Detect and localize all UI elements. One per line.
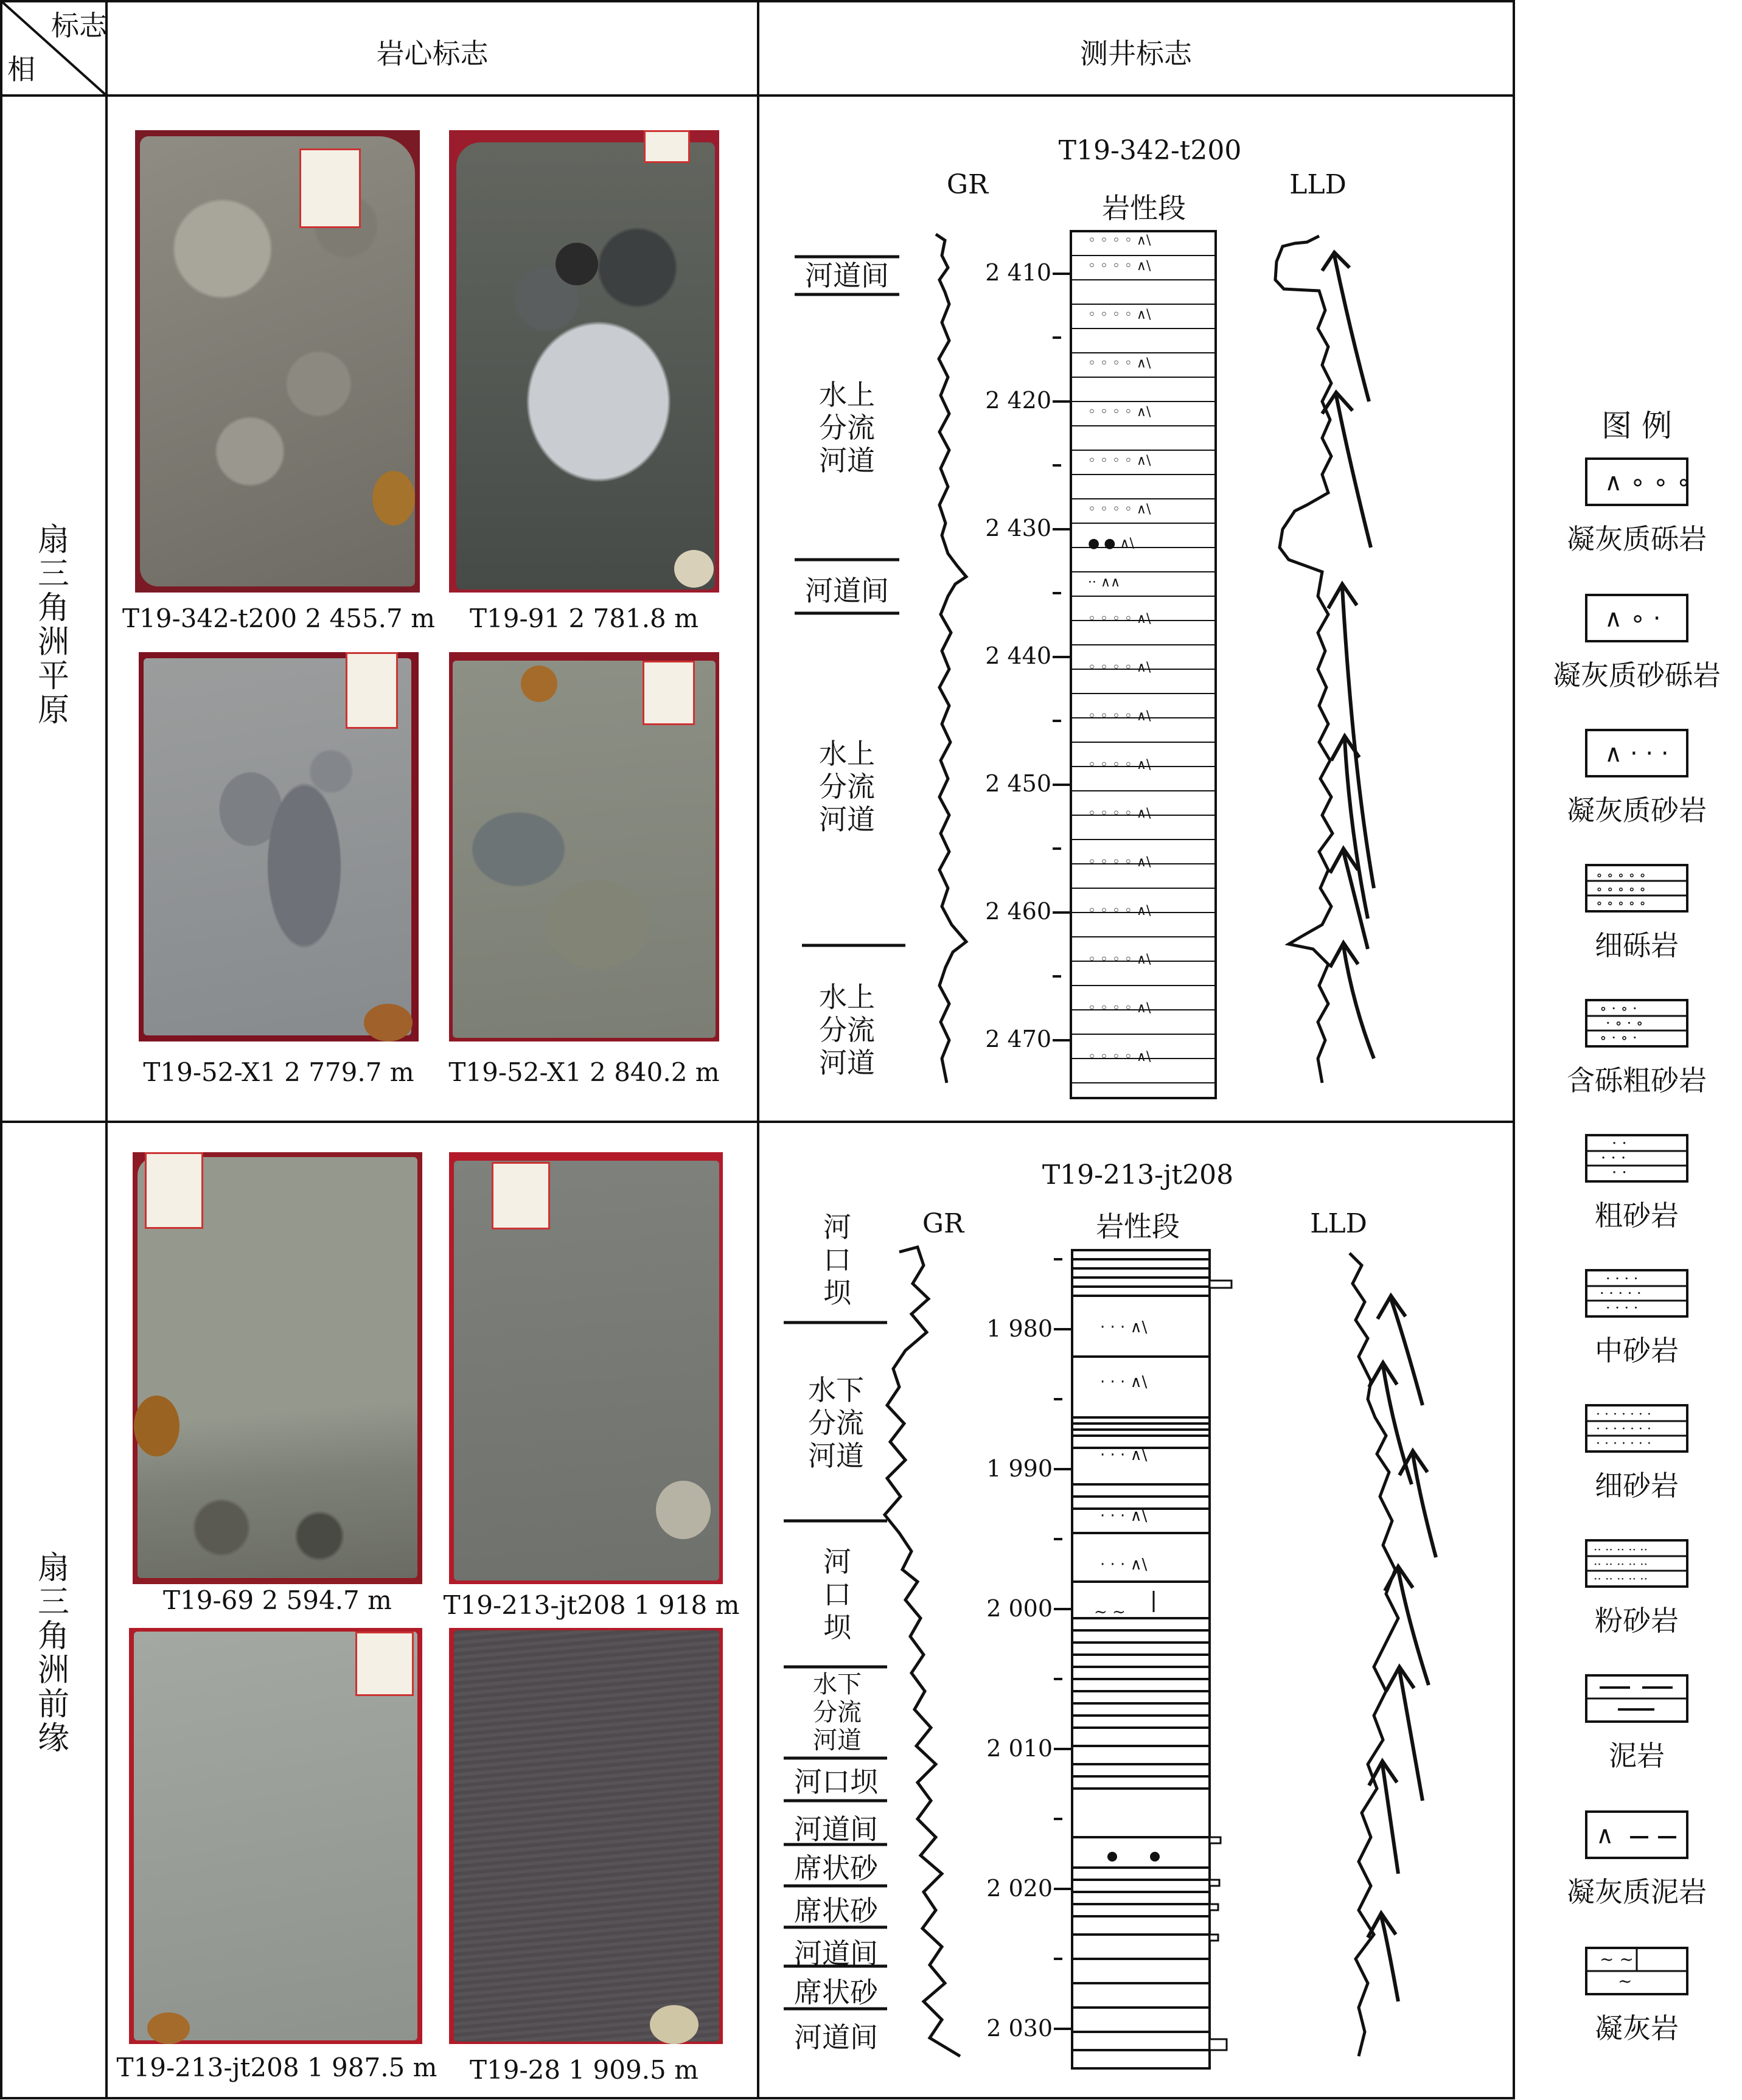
lld-label-2: LLD — [1310, 1208, 1367, 1239]
svg-text:◦ ◦ ◦ ◦ ∧\: ◦ ◦ ◦ ◦ ∧\ — [1088, 1049, 1151, 1065]
core-photo-5 — [133, 1152, 422, 1584]
legend-swatch-tuff-conglomerate — [1585, 457, 1688, 506]
legend-item-tuff-conglomerate: ∧ ∘ ∘ ∘ 凝灰质砾岩 — [1545, 457, 1728, 557]
legend-swatch-fine-conglomerate — [1585, 864, 1688, 913]
interval-2-9: 席状砂 — [794, 1976, 878, 2009]
interval-1-2: 河道间 — [805, 574, 889, 607]
svg-text:◦ ◦ ◦ ◦ ∧\: ◦ ◦ ◦ ◦ ∧\ — [1088, 502, 1151, 517]
gr-label-2: GR — [922, 1208, 964, 1239]
svg-text:~: ~ — [1618, 1971, 1632, 1991]
lith-label-1: 岩性段 — [1102, 192, 1186, 224]
depth-tick-2-0: 1 980 — [986, 1315, 1053, 1342]
core-photo-1 — [135, 130, 420, 593]
svg-text:◦ ◦ ◦ ◦ ∧\: ◦ ◦ ◦ ◦ ∧\ — [1088, 903, 1151, 919]
interval-1-4: 水上 分流 河道 — [819, 981, 875, 1079]
svg-text:· · · · ·: · · · · · — [1600, 1285, 1642, 1302]
legend-swatch-tuff-sandstone — [1585, 729, 1688, 777]
interval-1-0: 河道间 — [805, 259, 889, 292]
svg-text:∘ ∘ ∘ ∘ ∘: ∘ ∘ ∘ ∘ ∘ — [1596, 868, 1646, 883]
legend-item-tuff-gravel-sandstone: ∧ ∘ · 凝灰质砂砾岩 — [1545, 594, 1728, 694]
svg-text:◦ ◦ ◦ ◦ ∧\: ◦ ◦ ◦ ◦ ∧\ — [1088, 356, 1151, 371]
depth-tick-1-5: 2 460 — [985, 898, 1051, 925]
svg-text:· · · ∧\: · · · ∧\ — [1100, 1373, 1148, 1391]
well-name-2: T19-213-jt208 — [1042, 1160, 1234, 1191]
core-photo-2 — [449, 130, 719, 593]
svg-text:◦ ◦ ◦ ◦ ∧\: ◦ ◦ ◦ ◦ ∧\ — [1088, 757, 1151, 773]
legend-swatch-tuff-mudstone — [1585, 1810, 1688, 1859]
svg-text:· · · ·: · · · · — [1606, 1271, 1639, 1287]
svg-text:· · · · · · ·: · · · · · · · — [1596, 1422, 1651, 1437]
svg-text:· · · ·: · · · · — [1606, 1299, 1639, 1315]
svg-text:· · · · · · ·: · · · · · · · — [1596, 1407, 1651, 1422]
svg-text:◦ ◦ ◦ ◦ ∧\: ◦ ◦ ◦ ◦ ∧\ — [1088, 660, 1151, 675]
svg-text:~ ~: ~ ~ — [1094, 1603, 1126, 1621]
interval-2-2: 河 口 坝 — [823, 1545, 851, 1644]
facies-label-plain: 扇 三 角 洲 平 原 — [37, 522, 69, 729]
lith-label-2: 岩性段 — [1096, 1210, 1180, 1243]
legend-item-medium-sandstone: · · · · · · · · · · · · · 中砂岩 — [1545, 1269, 1728, 1369]
well-name-1: T19-342-t200 — [1058, 135, 1242, 166]
legend-item-coarse-sandstone: · · · · · · · 粗砂岩 — [1545, 1134, 1728, 1234]
depth-tick-2-3: 2 010 — [986, 1735, 1053, 1762]
svg-text:∘ · ∘ ·: ∘ · ∘ · — [1600, 1029, 1637, 1045]
legend-item-pebbly-coarse-sandstone: ∘ · ∘ · · ∘ · ∘ ∘ · ∘ · 含砾粗砂岩 — [1545, 999, 1728, 1099]
core-photo-7 — [129, 1628, 422, 2044]
header-log-title: 测井标志 — [1080, 37, 1192, 70]
svg-text:∧: ∧ — [1596, 1821, 1614, 1849]
interval-2-3: 水下 分流 河道 — [813, 1671, 862, 1754]
legend-item-fine-conglomerate: ∘ ∘ ∘ ∘ ∘ ∘ ∘ ∘ ∘ ∘ ∘ ∘ ∘ ∘ ∘ 细砾岩 — [1545, 864, 1728, 964]
header-core-title: 岩心标志 — [376, 37, 489, 70]
svg-text:∘ · ∘ ·: ∘ · ∘ · — [1600, 1001, 1637, 1017]
svg-text:· · · ∧\: · · · ∧\ — [1100, 1446, 1148, 1464]
interval-2-4: 河口坝 — [794, 1765, 878, 1798]
core-photo-3 — [139, 652, 419, 1041]
svg-text:⋅⋅ ∧∧: ⋅⋅ ∧∧ — [1088, 575, 1121, 590]
depth-tick-2-5: 2 030 — [986, 2015, 1053, 2042]
legend-swatch-coarse-sandstone — [1585, 1134, 1688, 1183]
svg-text:· · · ∧\: · · · ∧\ — [1100, 1318, 1148, 1337]
interval-2-0: 河 口 坝 — [823, 1211, 851, 1309]
gr-label-1: GR — [946, 169, 989, 200]
depth-tick-1-4: 2 450 — [985, 770, 1051, 797]
legend-item-tuff-mudstone: ∧ 凝灰质泥岩 — [1545, 1810, 1728, 1910]
depth-tick-1-2: 2 430 — [985, 515, 1051, 541]
interval-1-1: 水上 分流 河道 — [819, 378, 875, 477]
svg-text:◦ ◦ ◦ ◦ ∧\: ◦ ◦ ◦ ◦ ∧\ — [1088, 952, 1151, 967]
header-corner-top: 标志 — [51, 9, 107, 42]
svg-text:◦ ◦ ◦ ◦ ∧\: ◦ ◦ ◦ ◦ ∧\ — [1088, 855, 1151, 870]
legend-swatch-pebbly-coarse-sandstone — [1585, 999, 1688, 1048]
svg-text:∧ · · ·: ∧ · · · — [1604, 740, 1669, 768]
svg-text:· · ·: · · · — [1601, 1149, 1626, 1167]
svg-text:~ ~: ~ ~ — [1600, 1949, 1634, 1969]
legend-swatch-tuff-gravel-sandstone — [1585, 594, 1688, 642]
svg-text:● ● ∧\: ● ● ∧\ — [1088, 536, 1134, 551]
svg-text:∧ ∘ ·: ∧ ∘ · — [1604, 605, 1661, 633]
svg-text:· ·: · · — [1612, 1136, 1627, 1153]
svg-text:·· ·· ·· ·· ··: ·· ·· ·· ·· ·· — [1594, 1557, 1648, 1571]
svg-text:◦ ◦ ◦ ◦ ∧\: ◦ ◦ ◦ ◦ ∧\ — [1088, 611, 1151, 627]
interval-2-8: 河道间 — [794, 1937, 878, 1970]
interval-2-5: 河道间 — [794, 1813, 878, 1846]
core-caption-7: T19-213-jt208 1 987.5 m — [116, 2053, 437, 2082]
svg-text:◦ ◦ ◦ ◦ ∧\: ◦ ◦ ◦ ◦ ∧\ — [1088, 709, 1151, 724]
interval-2-1: 水下 分流 河道 — [808, 1374, 864, 1472]
legend-item-tuff-sandstone: ∧ · · · 凝灰质砂岩 — [1545, 729, 1728, 829]
svg-text:∧ ∘ ∘ ∘: ∧ ∘ ∘ ∘ — [1604, 468, 1686, 496]
core-photo-6 — [449, 1152, 723, 1584]
svg-text:∘ ∘ ∘ ∘ ∘: ∘ ∘ ∘ ∘ ∘ — [1596, 896, 1646, 910]
legend-swatch-fine-sandstone — [1585, 1404, 1688, 1453]
depth-tick-2-2: 2 000 — [986, 1595, 1053, 1622]
header-corner-bottom: 相 — [7, 53, 35, 86]
core-photo-8 — [449, 1628, 723, 2044]
legend-item-fine-sandstone: · · · · · · · · · · · · · · · · · · · · · 细砂岩 — [1545, 1404, 1728, 1504]
svg-text:◦ ◦ ◦ ◦ ∧\: ◦ ◦ ◦ ◦ ∧\ — [1088, 259, 1151, 274]
svg-text:· · · ∧\: · · · ∧\ — [1100, 1556, 1148, 1574]
core-caption-6: T19-213-jt208 1 918 m — [443, 1590, 740, 1620]
well-log-1 — [759, 219, 1513, 1107]
legend-item-mudstone: 泥岩 — [1545, 1674, 1728, 1774]
svg-text:· ·: · · — [1612, 1164, 1627, 1180]
depth-tick-1-0: 2 410 — [985, 259, 1051, 286]
legend-swatch-medium-sandstone — [1585, 1269, 1688, 1318]
svg-text:· · · ∧\: · · · ∧\ — [1100, 1507, 1148, 1525]
depth-tick-2-1: 1 990 — [986, 1455, 1053, 1482]
svg-text:∘ ∘ ∘ ∘ ∘: ∘ ∘ ∘ ∘ ∘ — [1596, 882, 1646, 897]
depth-tick-1-1: 2 420 — [985, 387, 1051, 414]
svg-text:· ∘ · ∘: · ∘ · ∘ — [1606, 1015, 1643, 1032]
legend-title: 图 例 — [1601, 408, 1672, 443]
core-caption-1: T19-342-t200 2 455.7 m — [122, 603, 435, 633]
svg-text:·· ·· ·· ·· ··: ·· ·· ·· ·· ·· — [1594, 1542, 1648, 1557]
facies-label-front: 扇 三 角 洲 前 缘 — [37, 1550, 69, 1757]
legend-item-siltstone: ·· ·· ·· ·· ·· ·· ·· ·· ·· ·· ·· ·· ·· ·· ·· 粉砂岩 — [1545, 1539, 1728, 1639]
core-caption-4: T19-52-X1 2 840.2 m — [448, 1057, 720, 1087]
svg-text:◦ ◦ ◦ ◦ ∧\: ◦ ◦ ◦ ◦ ∧\ — [1088, 806, 1151, 821]
legend-item-tuff: ~ ~ ~ 凝灰岩 — [1545, 1947, 1728, 2046]
core-caption-5: T19-69 2 594.7 m — [163, 1585, 392, 1615]
svg-text:◦ ◦ ◦ ◦ ∧\: ◦ ◦ ◦ ◦ ∧\ — [1088, 307, 1151, 322]
svg-text:· · · · · · ·: · · · · · · · — [1596, 1436, 1651, 1450]
svg-text:◦ ◦ ◦ ◦ ∧\: ◦ ◦ ◦ ◦ ∧\ — [1088, 233, 1151, 248]
legend-swatch-tuff — [1585, 1947, 1688, 1995]
interval-2-7: 席状砂 — [794, 1894, 878, 1927]
svg-text:◦ ◦ ◦ ◦ ∧\: ◦ ◦ ◦ ◦ ∧\ — [1088, 453, 1151, 468]
lld-label-1: LLD — [1289, 169, 1347, 200]
svg-text:·· ·· ·· ·· ··: ·· ·· ·· ·· ·· — [1594, 1571, 1648, 1585]
interval-2-10: 河道间 — [794, 2021, 878, 2054]
depth-tick-1-3: 2 440 — [985, 642, 1051, 669]
core-caption-3: T19-52-X1 2 779.7 m — [143, 1057, 414, 1087]
core-photo-4 — [449, 652, 719, 1041]
interval-2-6: 席状砂 — [794, 1852, 878, 1885]
core-caption-2: T19-91 2 781.8 m — [470, 603, 699, 633]
core-caption-8: T19-28 1 909.5 m — [470, 2055, 699, 2085]
legend-swatch-siltstone — [1585, 1539, 1688, 1588]
depth-tick-1-6: 2 470 — [985, 1026, 1051, 1052]
svg-text:◦ ◦ ◦ ◦ ∧\: ◦ ◦ ◦ ◦ ∧\ — [1088, 1001, 1151, 1016]
interval-1-3: 水上 分流 河道 — [819, 737, 875, 836]
svg-text:◦ ◦ ◦ ◦ ∧\: ◦ ◦ ◦ ◦ ∧\ — [1088, 405, 1151, 420]
depth-tick-2-4: 2 020 — [986, 1875, 1053, 1902]
legend-swatch-mudstone — [1585, 1674, 1688, 1723]
